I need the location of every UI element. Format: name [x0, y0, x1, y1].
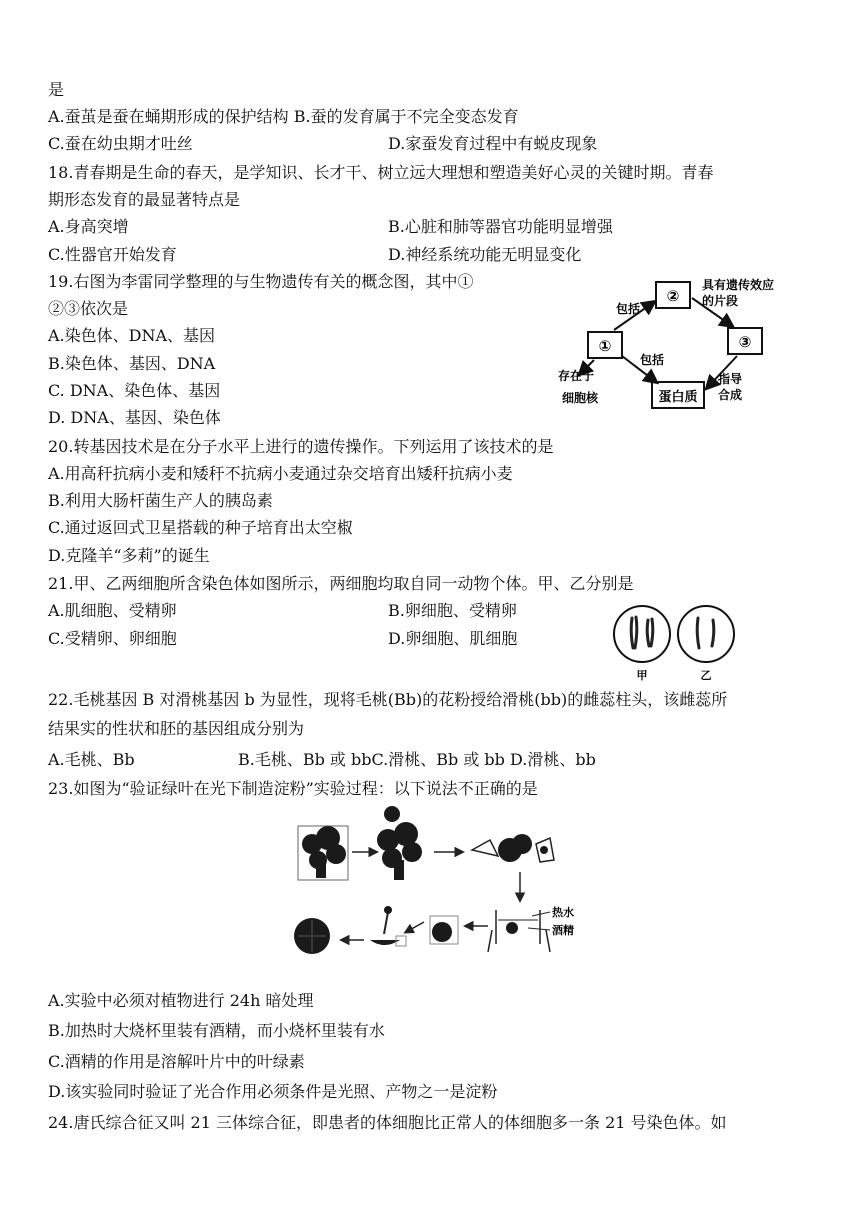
q19-option-b: B.染色体、基因、DNA: [48, 354, 216, 373]
protein-box: [652, 382, 704, 408]
q23-option-c: C.酒精的作用是溶解叶片中的叶绿素: [48, 1052, 305, 1071]
q17-option-c: C.蚕在幼虫期才吐丝: [48, 134, 193, 153]
cell-yi-label: 乙: [700, 669, 712, 682]
q21-option-b: B.卵细胞、受精卵: [388, 601, 517, 620]
node-1-label: ①: [598, 337, 612, 355]
node-2-box: [656, 282, 690, 308]
label-exists-in: 存在于: [558, 369, 595, 383]
q21-stem: 21.甲、乙两细胞所含染色体如图所示，两细胞均取自同一动物个体。甲、乙分别是: [48, 574, 634, 593]
q20-option-d: D.克隆羊“多莉”的诞生: [48, 546, 210, 565]
node-2-label: ②: [666, 287, 680, 305]
node-3-box: [728, 328, 762, 354]
q23-stem: 23.如图为“验证绿叶在光下制造淀粉”实验过程：以下说法不正确的是: [48, 779, 538, 798]
q22-option-a: A.毛桃、Bb: [48, 750, 135, 769]
node-3-label: ③: [738, 333, 752, 351]
q17-option-ab: A.蚕茧是蚕在蛹期形成的保护结构 B.蚕的发育属于不完全变态发育: [48, 107, 519, 126]
step6-iodine: [370, 906, 406, 946]
cell-yi-outline: [678, 606, 734, 662]
label-alcohol: 酒精: [552, 924, 574, 937]
q23-option-a: A.实验中必须对植物进行 24h 暗处理: [48, 991, 314, 1010]
q22-stem-line2: 结果实的性状和胚的基因组成分别为: [48, 719, 305, 738]
q23-option-d: D.该实验同时验证了光合作用必须条件是光照、产物之一是淀粉: [48, 1082, 498, 1101]
q20-stem: 20.转基因技术是在分子水平上进行的遗传操作。下列运用了该技术的是: [48, 437, 554, 456]
label-genetic-effect-1: 具有遗传效应: [702, 278, 775, 292]
q24-stem: 24.唐氏综合征又叫 21 三体综合征，即患者的体细胞比正常人的体细胞多一条 21 号染色体。如: [48, 1113, 727, 1132]
label-include-1: 包括: [616, 302, 641, 316]
cell-jia-label: 甲: [636, 669, 648, 682]
starch-experiment-figure: [292, 804, 582, 974]
q19-option-c: C. DNA、染色体、基因: [48, 381, 221, 400]
q21-option-d: D.卵细胞、肌细胞: [388, 629, 518, 648]
q17-option-d: D.家蚕发育过程中有蜕皮现象: [388, 134, 598, 153]
node-1-box: [588, 332, 622, 358]
q20-option-a: A.用高秆抗病小麦和矮秆不抗病小麦通过杂交培育出矮秆抗病小麦: [48, 464, 513, 483]
q22-options-bcd: B.毛桃、Bb 或 bbC.滑桃、Bb 或 bb D.滑桃、bb: [238, 750, 596, 769]
cell-jia-outline: [614, 606, 670, 662]
q18-option-c: C.性器官开始发育: [48, 245, 177, 264]
step7-result-leaf: [294, 918, 330, 954]
step1-plant: [298, 826, 348, 880]
protein-label: 蛋白质: [658, 390, 698, 405]
q19-stem-line1: 19.右图为李雷同学整理的与生物遗传有关的概念图，其中①: [48, 272, 474, 291]
label-genetic-effect-2: 的片段: [702, 294, 739, 308]
step2-plant-covered: [377, 806, 422, 880]
label-hot-water: 热水: [552, 906, 574, 919]
step4-water-bath: [488, 905, 574, 952]
q22-stem-line1: 22.毛桃基因 B 对滑桃基因 b 为显性，现将毛桃(Bb)的花粉授给滑桃(bb)的雌蕊柱头，该雌蕊所: [48, 690, 728, 709]
stem-continuation: 是: [48, 80, 65, 99]
concept-map-figure: [552, 272, 822, 422]
q18-stem-line1: 18.青春期是生命的春天，是学知识、长才干、树立远大理想和塑造美好心灵的关键时期。青春: [48, 163, 714, 182]
q18-option-d: D.神经系统功能无明显变化: [388, 245, 582, 264]
label-synthesis: 合成: [718, 388, 743, 402]
label-guide: 指导: [718, 372, 743, 386]
q18-option-a: A.身高突增: [48, 217, 129, 236]
q19-stem-line2: ②③依次是: [48, 299, 129, 318]
q21-option-a: A.肌细胞、受精卵: [48, 601, 177, 620]
cells-figure: [610, 596, 736, 682]
q18-option-b: B.心脏和肺等器官功能明显增强: [388, 217, 613, 236]
q21-option-c: C.受精卵、卵细胞: [48, 629, 177, 648]
label-include-2: 包括: [640, 353, 665, 367]
q19-option-d: D. DNA、基因、染色体: [48, 408, 221, 427]
q23-option-b: B.加热时大烧杯里装有酒精，而小烧杯里装有水: [48, 1021, 385, 1040]
q20-option-b: B.利用大肠杆菌生产人的胰岛素: [48, 491, 273, 510]
q19-option-a: A.染色体、DNA、基因: [48, 326, 216, 345]
step5-rinsed-leaf: [430, 916, 458, 944]
q20-option-c: C.通过返回式卫星搭载的种子培育出太空椒: [48, 518, 353, 537]
q18-stem-line2: 期形态发育的最显著特点是: [48, 190, 241, 209]
step3-leaf-picked: [472, 834, 554, 862]
label-nucleus: 细胞核: [562, 391, 599, 405]
